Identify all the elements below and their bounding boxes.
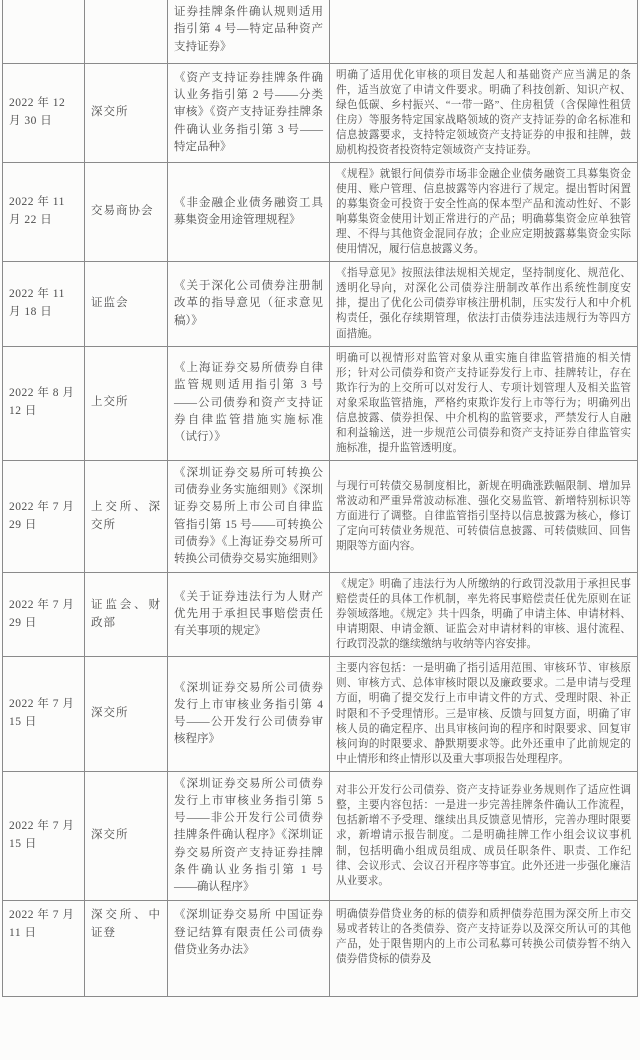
- issuer-cell: [85, 0, 168, 64]
- date-cell: 2022 年 11 月 22 日: [3, 163, 85, 262]
- summary-cell: [330, 0, 638, 64]
- table-row: [3, 262, 638, 346]
- title-cell: 《深圳证券交易所可转换公司债券业务实施细则》《深圳证券交易所上市公司自律监管指引第 15 号——可转换公司债券》《上海证券交易所可转换公司债券交易实施细则》: [168, 460, 330, 573]
- summary-cell: 《指导意见》按照法律法规相关规定，坚持制度化、规范化、透明化导向，对深化公司债券注册制改革作出系统性制度安排，提出了优化公司债券审核注册机制，压实发行人和中介机构责任，强化存续期管理，依法打击债券违法违规行为等四方面措施。: [330, 262, 638, 346]
- date-cell: 2022 年 7 月 29 日: [3, 460, 85, 573]
- title-cell: 《关于证券违法行为人财产优先用于承担民事赔偿责任有关事项的规定》: [168, 573, 330, 657]
- issuer-cell: 深交所、中证登: [85, 901, 168, 997]
- title-cell: 《非金融企业债务融资工具募集资金用途管理规程》: [168, 163, 330, 262]
- table-row: [3, 64, 638, 163]
- issuer-cell: 上交所、深交所: [85, 460, 168, 573]
- summary-cell: 对非公开发行公司债券、资产支持证券业务规则作了适应性调整，主要内容包括：一是进一步完善挂牌条件确认工作流程，包括新增不予受理、继续出具反馈意见情形，完善办理时限要求，新增请示报告制度。二是明确挂牌工作小组会议议事机制，包括明确小组成员组成、成员任职条件、职责、工作纪律、会议形式、会议召开程序等事宜。此外还进一步强化廉洁从业要求。: [330, 771, 638, 901]
- title-cell: 《关于深化公司债券注册制改革的指导意见（征求意见稿）》: [168, 262, 330, 346]
- summary-cell: 《规程》就银行间债券市场非金融企业债务融资工具募集资金使用、账户管理、信息披露等内容进行了规定。提出暂时闲置的募集资金可投资于安全性高的保本型产品和流动性好、不影响募集资金使用计划正常进行的产品；明确募集资金应单独管理、不得与其他资金混同存放；企业应定期披露募集资金实际使用情况，履行信息披露义务。: [330, 163, 638, 262]
- issuer-cell: 深交所: [85, 64, 168, 163]
- table-row: [3, 460, 638, 573]
- issuer-cell: 深交所: [85, 771, 168, 901]
- summary-cell: 与现行可转债交易制度相比，新规在明确涨跌幅限制、增加异常波动和严重异常波动标准、强化交易监管、新增特别标识等方面进行了调整。自律监管指引坚持以信息披露为核心，修订了定向可转债业务规范、可转债信息披露、可转债赎回、回售期限等方面内容。: [330, 460, 638, 573]
- title-cell: 《上海证券交易所债券自律监管规则适用指引第 3 号——公司债券和资产支持证券自律监管措施实施标准（试行）》: [168, 346, 330, 460]
- date-cell: 2022 年 7 月 11 日: [3, 901, 85, 997]
- date-cell: 2022 年 7 月 15 日: [3, 657, 85, 771]
- table-row: [3, 657, 638, 771]
- issuer-cell: 证监会、财政部: [85, 573, 168, 657]
- summary-cell: 明确债券借贷业务的标的债券和质押债券范围为深交所上市交易或者转让的各类债券、资产支持证券以及深交所认可的其他产品，处于限售期内的上市公司私募可转换公司债券暂不纳入债券借贷标的债券及: [330, 901, 638, 997]
- date-cell: 2022 年 7 月 15 日: [3, 771, 85, 901]
- issuer-cell: 交易商协会: [85, 163, 168, 262]
- date-cell: 2022 年 11 月 18 日: [3, 262, 85, 346]
- regulation-table: [2, 0, 638, 997]
- title-cell: 《深圳证券交易所 中国证券登记结算有限责任公司债券借贷业务办法》: [168, 901, 330, 997]
- date-cell: 2022 年 12 月 30 日: [3, 64, 85, 163]
- summary-cell: 主要内容包括：一是明确了指引适用范围、审核环节、审核原则、审核方式、总体审核时限以及廉政要求。二是申请与受理方面，明确了提交发行上市申请文件的方式、受理时限、补正时限和不予受理情形。三是审核、反馈与回复方面，明确了审核人员的确定程序、出具审核问询的程序和时限要求、回复审核问询的时限要求、静默期要求等。此外还重申了此前规定的中止情形和终止情形以及重大事项报告处理程序。: [330, 657, 638, 771]
- title-cell: 《深圳证券交易所公司债券发行上市审核业务指引第 5 号——非公开发行公司债券挂牌条件确认程序》《深圳证券交易所资产支持证券挂牌条件确认业务指引第 1 号——确认程序》: [168, 771, 330, 901]
- table-row: [3, 0, 638, 64]
- summary-cell: 明确了适用优化审核的项目发起人和基础资产应当满足的条件，适当放宽了申请文件要求。明确了科技创新、知识产权、绿色低碳、乡村振兴、“一带一路”、住房租赁（含保障性租赁住房）等服务特定国家战略领域的资产支持证券的命名标准和信息披露要求，支持特定领域资产支持证券的申报和挂牌，鼓励机构投资者投资特定领域资产支持证券。: [330, 64, 638, 163]
- title-cell: 证券挂牌条件确认规则适用指引第 4 号—特定品种资产支持证券》: [168, 0, 330, 64]
- issuer-cell: 证监会: [85, 262, 168, 346]
- table-row: [3, 346, 638, 460]
- date-cell: [3, 0, 85, 64]
- issuer-cell: 深交所: [85, 657, 168, 771]
- table-row: [3, 573, 638, 657]
- table-row: [3, 163, 638, 262]
- date-cell: 2022 年 7 月 29 日: [3, 573, 85, 657]
- table-row: [3, 771, 638, 901]
- summary-cell: 明确可以视情形对监管对象从重实施自律监管措施的相关情形；针对公司债券和资产支持证券发行上市、挂牌转让，存在欺诈行为的上交所可以对发行人、专项计划管理人及相关监管对象采取监管措施，严格约束欺诈发行上市等行为；明确列出信息披露、债券担保、中介机构的监管要求，严禁发行人自融和利益输送，进一步规范公司债券和资产支持证券自律监管实施标准，提升监管透明度。: [330, 346, 638, 460]
- issuer-cell: 上交所: [85, 346, 168, 460]
- date-cell: 2022 年 8 月 12 日: [3, 346, 85, 460]
- title-cell: 《深圳证券交易所公司债券发行上市审核业务指引第 4 号——公开发行公司债券审核程序》: [168, 657, 330, 771]
- table-row: [3, 901, 638, 997]
- summary-cell: 《规定》明确了违法行为人所缴纳的行政罚没款用于承担民事赔偿责任的具体工作机制，率先将民事赔偿责任优先原则在证券领域落地。《规定》共十四条，明确了申请主体、申请材料、申请期限、申请金额、证监会对申请材料的审核、退付流程、行政罚没款的继续缴纳与收纳等内容安排。: [330, 573, 638, 657]
- title-cell: 《资产支持证券挂牌条件确认业务指引第 2 号——分类审核》《资产支持证券挂牌条件确认业务指引第 3 号——特定品种》: [168, 64, 330, 163]
